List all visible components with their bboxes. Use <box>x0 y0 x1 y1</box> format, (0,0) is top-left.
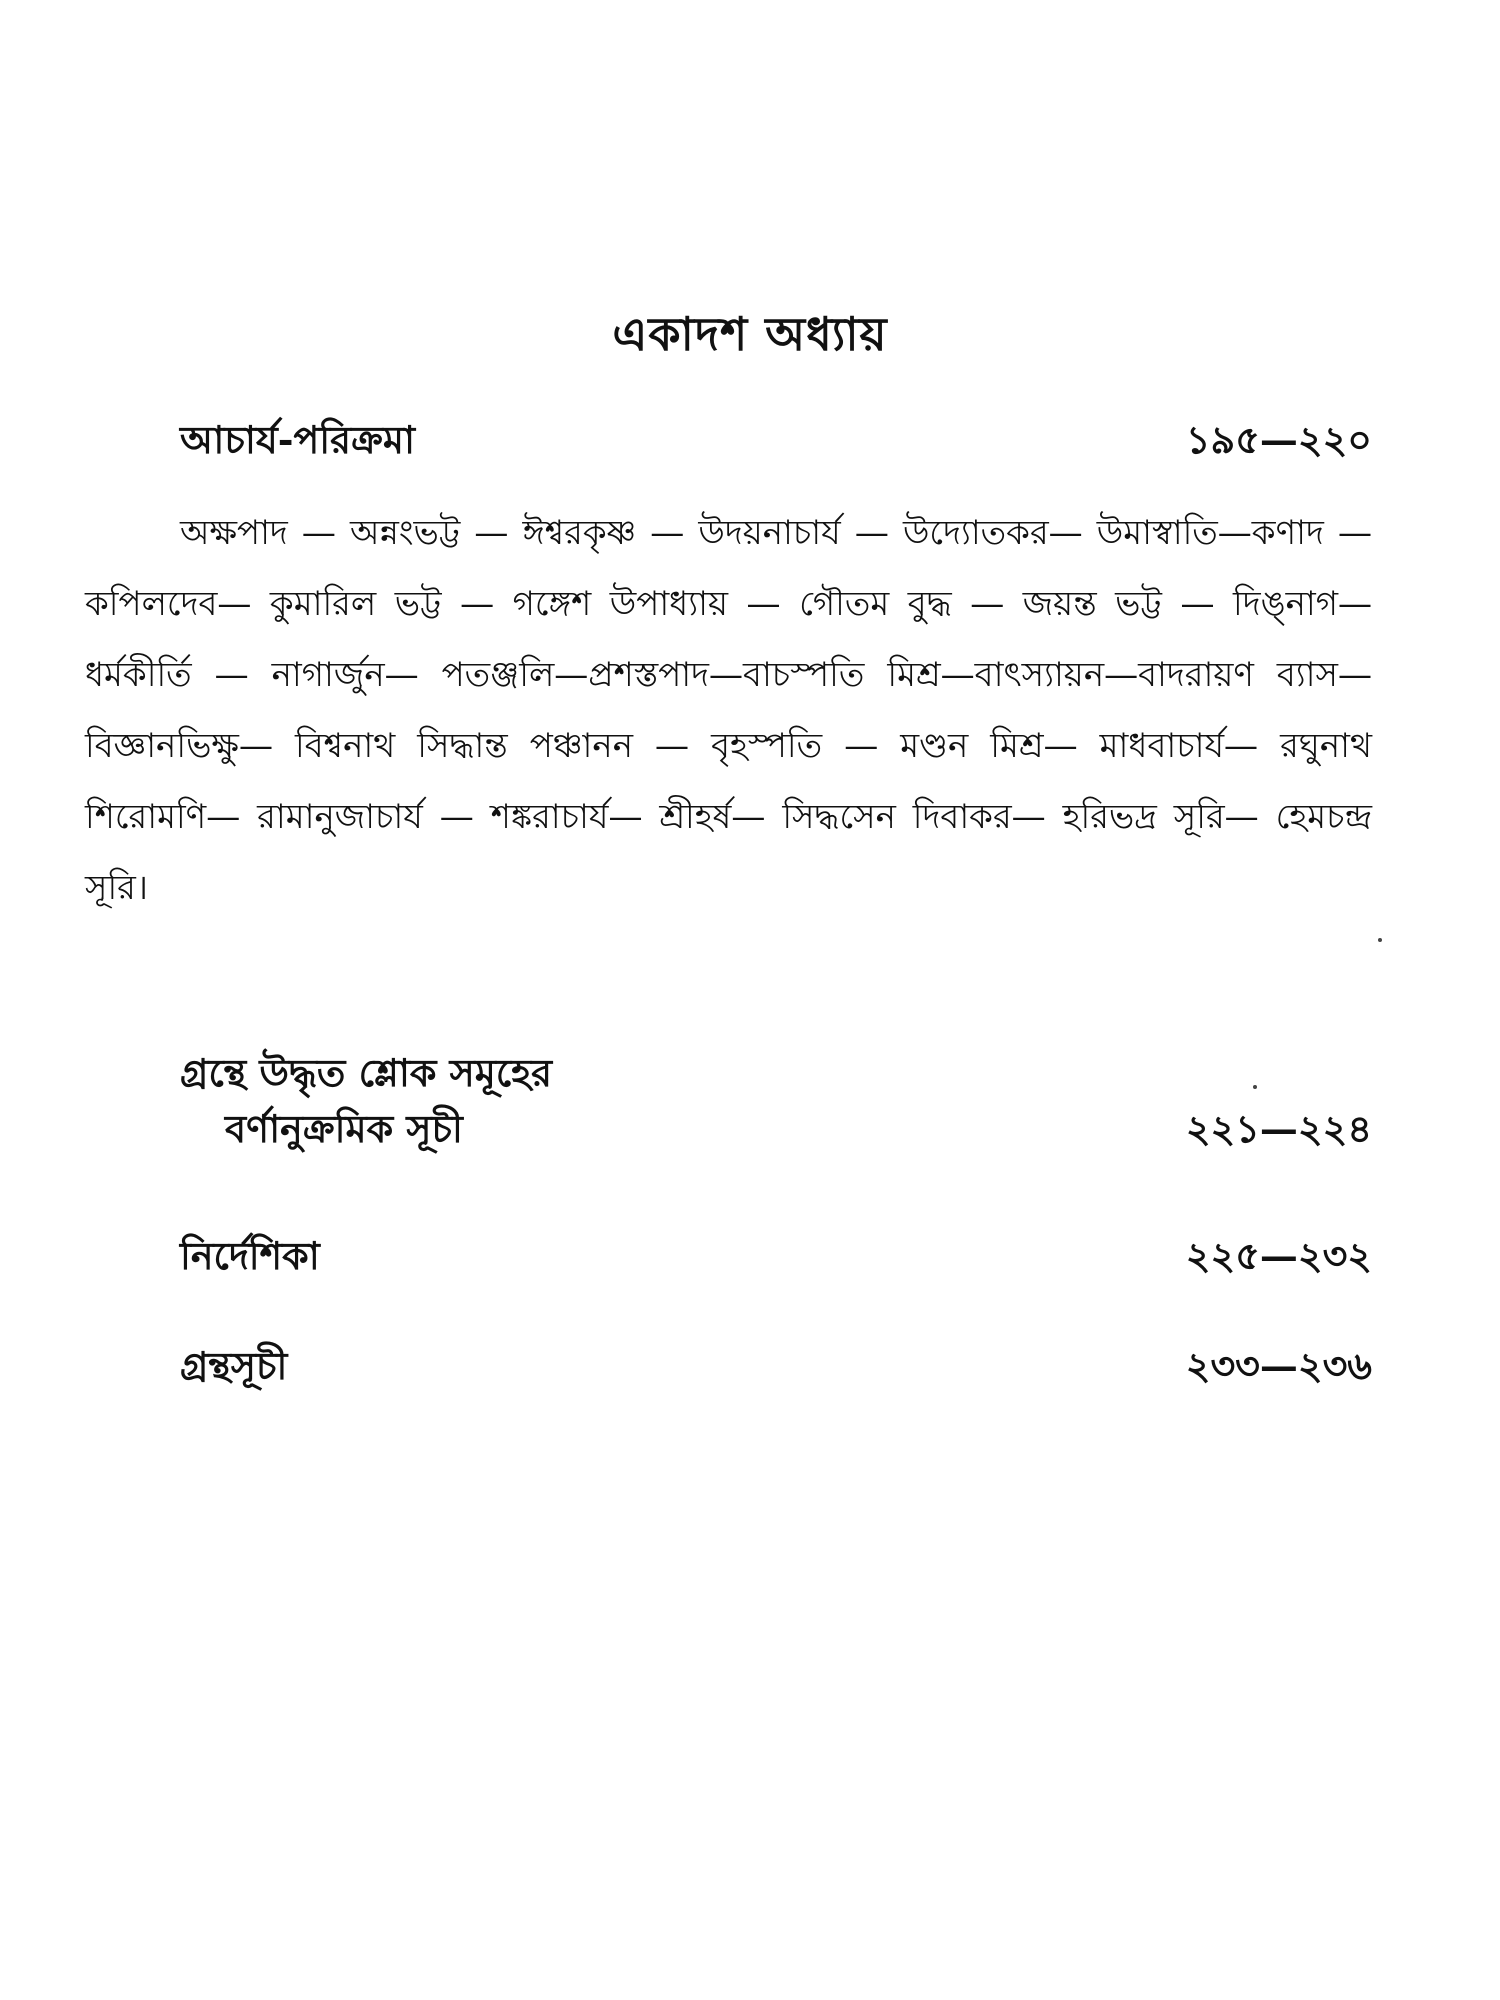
toc-entry-pages: ১৯৫—২২০ <box>1185 417 1372 462</box>
toc-entry-label-line1: গ্রন্থে উদ্ধৃত শ্লোক সমূহের <box>180 1050 553 1095</box>
toc-entry-pages: ২২৫—২৩২ <box>1185 1233 1372 1278</box>
toc-entry-label: নির্দেশিকা <box>180 1233 320 1278</box>
philosophers-list: অক্ষপাদ — অন্নংভট্ট — ঈশ্বরকৃষ্ণ — উদয়নাচার্য — উদ্যোতকর— উমাস্বাতি—কণাদ — কপিলদেব— কুমারিল ভট্ট — গঙ্গেশ উপাধ্যায় — গৌতম বুদ্ধ — জয়ন্ত ভট্ট — দিঙ্নাগ— ধর্মকীর্তি — নাগার্জুন— পতঞ্জলি—প্রশস্তপাদ—বাচস্পতি মিশ্র—বাৎস্যায়ন—বাদরায়ণ ব্যাস— বিজ্ঞানভিক্ষু— বিশ্বনাথ সিদ্ধান্ত পঞ্চানন — বৃহস্পতি — মণ্ডন মিশ্র— মাধবাচার্য— রঘুনাথ শিরোমণি— রামানুজাচার্য — শঙ্করাচার্য— শ্রীহর্ষ— সিদ্ধসেন দিবাকর— হরিভদ্র সূরি— হেমচন্দ্র সূরি। <box>85 513 1372 908</box>
chapter-title: একাদশ অধ্যায় <box>612 307 888 361</box>
toc-entry-pages: ২২১—২২৪ <box>1185 1106 1372 1151</box>
toc-entry-sloka-index <box>180 1045 1372 1157</box>
toc-entry-label-line2: বর্ণানুক্রমিক সূচী <box>225 1106 463 1151</box>
toc-entry-label: গ্রন্থসূচী <box>180 1343 288 1388</box>
toc-entry-label: আচার্য-পরিক্রমা <box>180 417 415 462</box>
print-speck <box>1253 1085 1257 1089</box>
toc-entry-pages: ২৩৩—২৩৬ <box>1185 1343 1372 1388</box>
print-speck <box>1378 938 1382 942</box>
toc-entry-acharya-parikrama <box>180 412 1372 468</box>
toc-entry-index <box>180 1228 1372 1284</box>
toc-entry-bibliography <box>180 1338 1372 1394</box>
